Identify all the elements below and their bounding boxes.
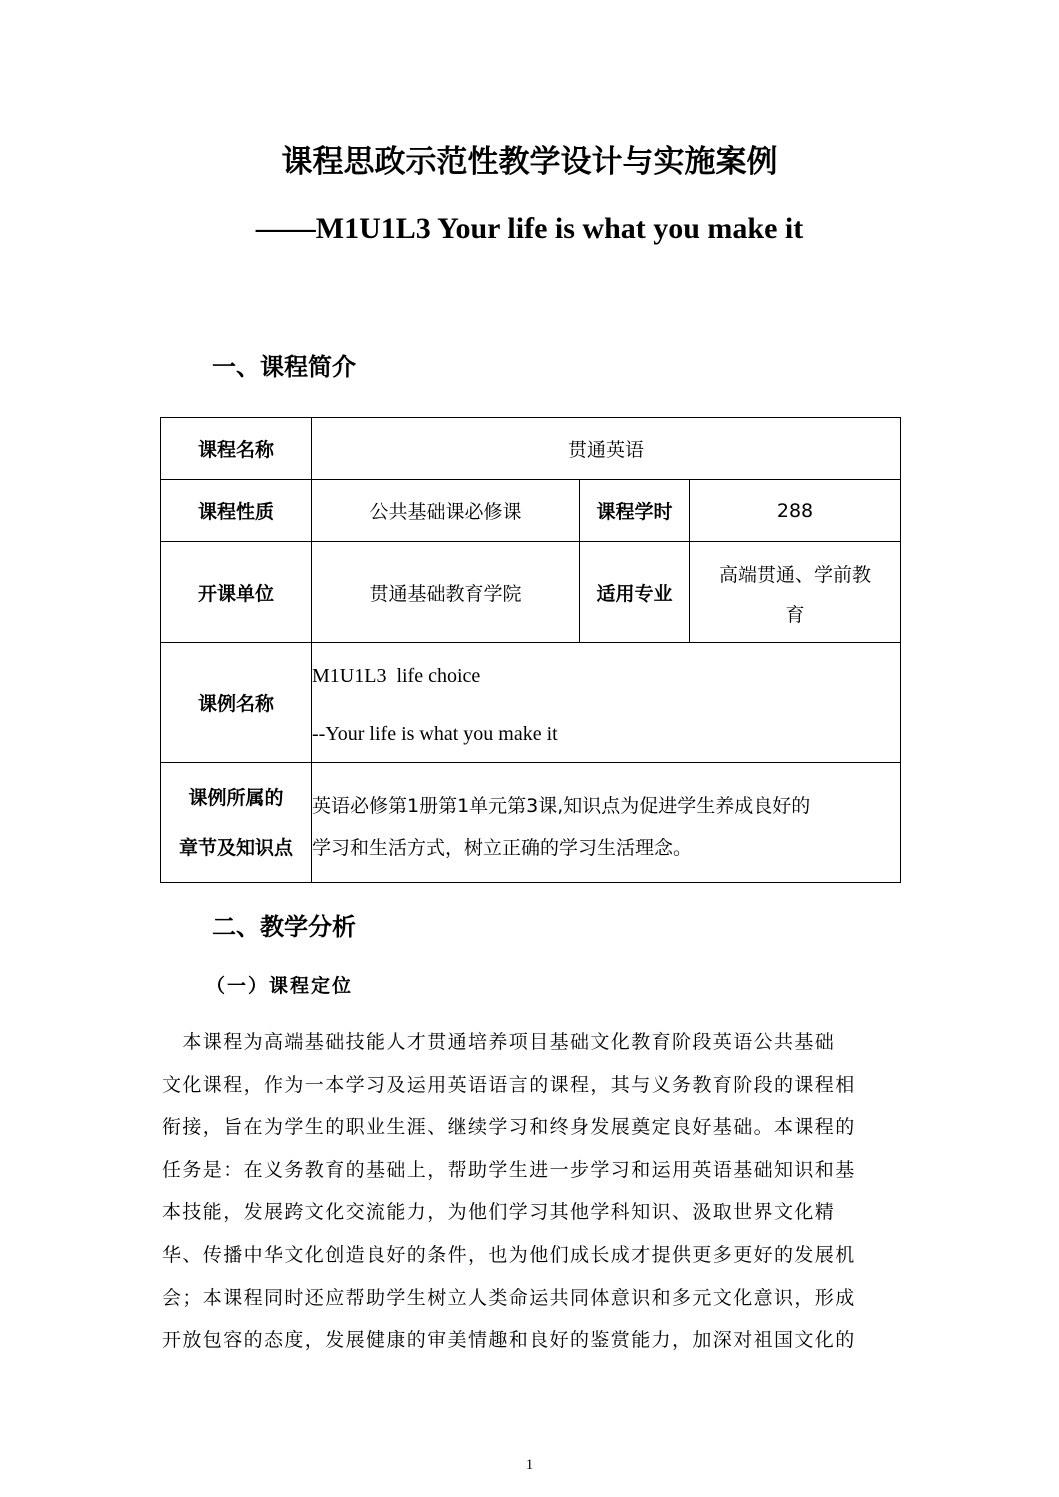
- document-title: 课程思政示范性教学设计与实施案例: [281, 144, 778, 180]
- document-subtitle: ——M1U1L3 Your life is what you make it: [255, 212, 804, 245]
- table-row: [161, 643, 901, 763]
- offering-unit-value: 贯通基础教育学院: [312, 542, 580, 643]
- applicable-major-line: 育: [785, 604, 805, 626]
- paragraph-line: 本技能，发展跨文化交流能力，为他们学习其他学科知识、汲取世界文化精: [162, 1201, 836, 1224]
- chapter-knowledge-value: [312, 763, 901, 883]
- chapter-knowledge-label: [161, 763, 312, 883]
- section-heading-teaching-analysis: 二、教学分析: [212, 913, 356, 941]
- chapter-value-line: 学习和生活方式，树立正确的学习生活理念。: [312, 836, 693, 859]
- applicable-major-value: [690, 542, 901, 643]
- course-nature-label: 课程性质: [161, 480, 312, 542]
- section-heading-course-intro: 一、课程简介: [212, 353, 356, 381]
- paragraph-line: 衔接，旨在为学生的职业生涯、继续学习和终身发展奠定良好基础。本课程的: [162, 1116, 856, 1139]
- course-name-label: 课程名称: [161, 418, 312, 480]
- course-hours-value: 288: [690, 480, 901, 542]
- chapter-label-line: 章节及知识点: [178, 836, 293, 859]
- paragraph-line: 华、传播中华文化创造良好的条件，也为他们成长成才提供更多更好的发展机: [162, 1243, 856, 1266]
- paragraph-line: 开放包容的态度，发展健康的审美情趣和良好的鉴赏能力，加深对祖国文化的: [162, 1329, 856, 1352]
- paragraph-line: 会；本课程同时还应帮助学生树立人类命运共同体意识和多元文化意识，形成: [162, 1286, 856, 1309]
- applicable-major-label: 适用专业: [580, 542, 690, 643]
- chapter-label-line: 课例所属的: [188, 786, 284, 809]
- table-row: [161, 418, 901, 480]
- case-name-value: [312, 643, 901, 763]
- paragraph-line: 文化课程，作为一本学习及运用英语语言的课程，其与义务教育阶段的课程相: [162, 1073, 856, 1096]
- paragraph-line: 本课程为高端基础技能人才贯通培养项目基础文化教育阶段英语公共基础: [162, 1031, 836, 1053]
- table-row: [161, 542, 901, 643]
- course-nature-value: 公共基础课必修课: [312, 480, 580, 542]
- offering-unit-label: 开课单位: [161, 542, 312, 643]
- subsection-heading-course-positioning: （一）课程定位: [206, 975, 354, 997]
- table-row: [161, 763, 901, 883]
- chapter-value-line: 英语必修第1册第1单元第3课,知识点为促进学生养成良好的: [312, 794, 811, 817]
- case-name-line: M1U1L3 life choice: [312, 664, 481, 687]
- course-hours-label: 课程学时: [580, 480, 690, 542]
- case-name-line: --Your life is what you make it: [312, 722, 558, 745]
- course-positioning-paragraph: [162, 1021, 886, 1362]
- case-name-label: 课例名称: [161, 643, 312, 763]
- table-row: [161, 480, 901, 542]
- page-number: 1: [525, 1457, 534, 1473]
- course-info-table: [160, 417, 901, 883]
- course-name-value: 贯通英语: [312, 418, 901, 480]
- applicable-major-line: 高端贯通、学前教: [718, 564, 871, 586]
- paragraph-line: 任务是：在义务教育的基础上，帮助学生进一步学习和运用英语基础知识和基: [162, 1158, 856, 1181]
